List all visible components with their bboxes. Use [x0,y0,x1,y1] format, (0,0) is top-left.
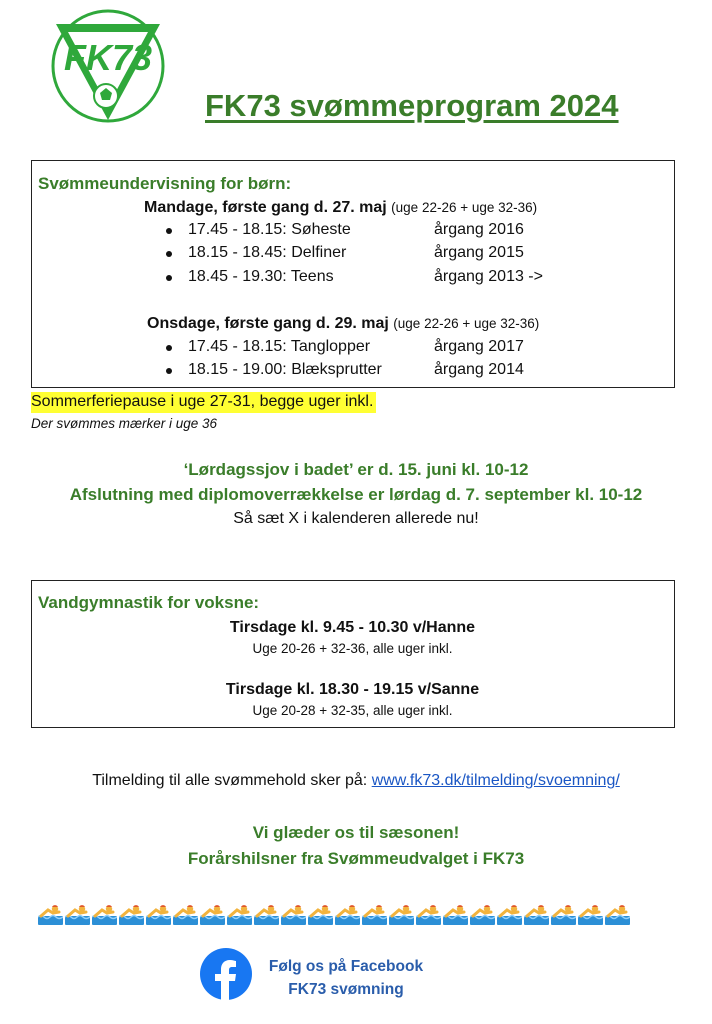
swimmer-icon [308,903,333,925]
swimmer-icon [281,903,306,925]
adults-session-2: Tirsdage kl. 18.30 - 19.15 v/Sanne [225,681,480,698]
badges-note: Der svømmes mærker i uge 36 [31,416,218,431]
adults-session-1: Tirsdage kl. 9.45 - 10.30 v/Hanne [229,619,476,636]
adults-schedule-box [31,580,675,728]
facebook-icon[interactable] [200,948,252,1000]
swimmer-icon-row [38,903,630,925]
swimmer-icon [119,903,144,925]
swimmer-icon [146,903,171,925]
swimmer-icon [389,903,414,925]
facebook-line-1: Følg os på Facebook [268,958,424,975]
swimmer-icon [65,903,90,925]
swimmer-icon [551,903,576,925]
facebook-line-2: FK73 svømning [288,981,404,998]
adults-session-2-weeks: Uge 20-28 + 32-35, alle uger inkl. [252,703,453,718]
swimmer-icon [200,903,225,925]
swimmer-icon [38,903,63,925]
event-saturday-fun: ‘Lørdagssjov i badet’ er d. 15. juni kl. 10-12 [183,460,529,479]
swimmer-icon [416,903,441,925]
signup-text: Tilmelding til alle svømmehold sker på: [92,772,372,789]
monday-weeks: (uge 22-26 + uge 32-36) [391,200,538,215]
fk73-logo [50,8,166,124]
swimmer-icon [92,903,117,925]
children-header: Svømmeundervisning for børn: [38,174,292,193]
facebook-follow[interactable] [258,955,434,1001]
signup-line [0,772,712,790]
wednesday-line [147,315,539,333]
swimmer-icon [362,903,387,925]
adults-session-1-weeks: Uge 20-26 + 32-36, alle uger inkl. [252,641,453,656]
children-schedule-box: Svømmeundervisning for børn: Mandage, første gang d. 27. maj (uge 22-26 + uge 32-36) 17.45 - 18.15: Søheste årgang 2016 18.15 - 18.45: Delfiner årgang 2015 18.45 - 19.30: Teens årgang 2013 -> Onsdage, første gang d. 29. maj (uge 22-26 + uge 32-36) 17.45 - 18.15: Tanglopper årgang 2017 18.15 - 19.00: Blæksprutter årgang 2014 [31,160,675,388]
swimmer-icon [227,903,252,925]
swimmer-icon [524,903,549,925]
monday-line [144,199,537,217]
calendar-reminder: Så sæt X i kalenderen allerede nu! [233,510,479,527]
svg-text:FK73: FK73 [63,37,153,78]
closing-line-2: Forårshilsner fra Svømmeudvalget i FK73 [187,849,525,868]
swimmer-icon [335,903,360,925]
swimmer-icon [605,903,630,925]
swimmer-icon [443,903,468,925]
swimmer-icon [470,903,495,925]
swimmer-icon [578,903,603,925]
swimmer-icon [173,903,198,925]
summer-break-highlight: Sommerferiepause i uge 27-31, begge uger inkl. [31,392,376,413]
monday-label: Mandage, første gang d. 27. maj [144,199,387,216]
event-closing-ceremony: Afslutning med diplomoverrækkelse er lørdag d. 7. september kl. 10-12 [69,485,643,504]
swimmer-icon [497,903,522,925]
closing-line-1: Vi glæder os til sæsonen! [252,823,460,842]
wednesday-weeks: (uge 22-26 + uge 32-36) [393,316,540,331]
wednesday-label: Onsdage, første gang d. 29. maj [147,315,389,332]
swimmer-icon [254,903,279,925]
signup-link[interactable]: www.fk73.dk/tilmelding/svoemning/ [371,772,620,789]
page-title: FK73 svømmeprogram 2024 [205,88,619,123]
adults-header: Vandgymnastik for voksne: [38,593,260,612]
